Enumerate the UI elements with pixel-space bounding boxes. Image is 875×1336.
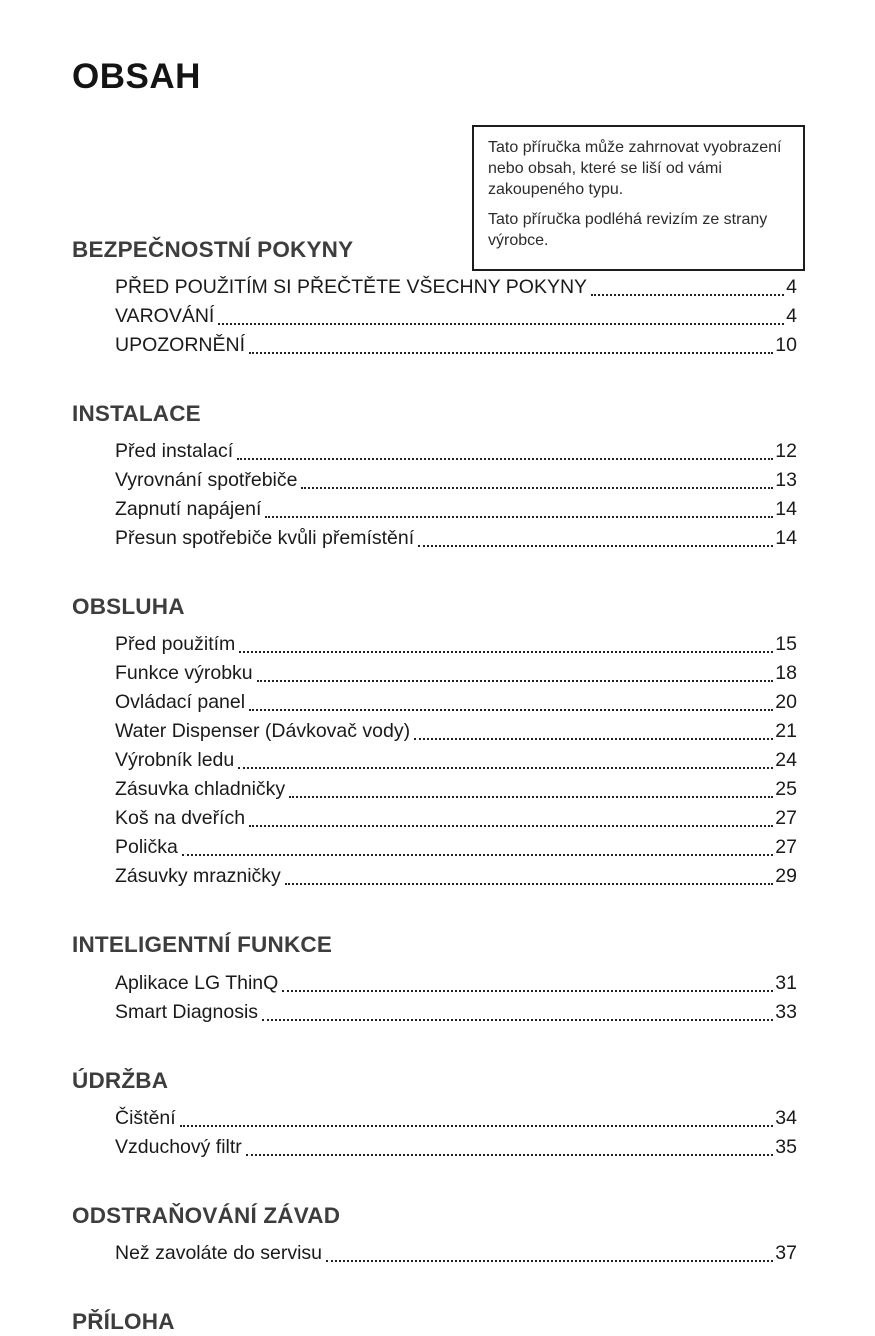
dot-leader xyxy=(257,680,774,682)
dot-leader xyxy=(180,1125,774,1127)
page-title: OBSAH xyxy=(72,57,201,96)
dot-leader xyxy=(285,883,774,885)
toc xyxy=(72,236,797,1336)
toc-entry-page: 10 xyxy=(775,334,797,357)
toc-entry[interactable] xyxy=(115,833,797,862)
toc-entry[interactable] xyxy=(115,1104,797,1133)
toc-entry[interactable] xyxy=(115,659,797,688)
dot-leader xyxy=(282,990,773,992)
toc-entry-page: 25 xyxy=(775,778,797,801)
toc-entry-page: 34 xyxy=(775,1106,797,1129)
dot-leader xyxy=(237,458,773,460)
toc-entry[interactable] xyxy=(115,302,797,331)
toc-entry[interactable] xyxy=(115,862,797,891)
toc-entry-label: UPOZORNĚNÍ xyxy=(115,334,246,357)
toc-entry[interactable] xyxy=(115,998,797,1027)
toc-entry-label: Smart Diagnosis xyxy=(115,1000,259,1023)
toc-section xyxy=(72,400,797,553)
toc-entry[interactable] xyxy=(115,804,797,833)
toc-entry-page: 33 xyxy=(775,1000,797,1023)
section-entries xyxy=(72,437,797,553)
toc-entry-label: PŘED POUŽITÍM SI PŘEČTĚTE VŠECHNY POKYNY xyxy=(115,276,588,299)
section-entries xyxy=(72,273,797,360)
toc-entry-label: Před instalací xyxy=(115,440,234,463)
toc-entry-label: Zásuvky mrazničky xyxy=(115,865,281,888)
toc-entry-page: 24 xyxy=(775,749,797,772)
dot-leader xyxy=(246,1154,773,1156)
toc-entry-label: VAROVÁNÍ xyxy=(115,305,215,328)
toc-entry[interactable] xyxy=(115,688,797,717)
toc-entry-label: Vzduchový filtr xyxy=(115,1135,242,1158)
toc-entry-label: Koš na dveřích xyxy=(115,807,246,830)
section-heading: OBSLUHA xyxy=(72,594,185,620)
dot-leader xyxy=(591,294,784,296)
toc-entry-label: Water Dispenser (Dávkovač vody) xyxy=(115,720,411,743)
toc-entry-page: 14 xyxy=(775,527,797,550)
section-heading: INTELIGENTNÍ FUNKCE xyxy=(72,932,333,958)
dot-leader xyxy=(301,487,773,489)
toc-entry-page: 31 xyxy=(775,971,797,994)
dot-leader xyxy=(326,1260,773,1262)
toc-entry[interactable] xyxy=(115,969,797,998)
toc-entry[interactable] xyxy=(115,437,797,466)
section-heading: PŘÍLOHA xyxy=(72,1308,175,1334)
toc-entry-label: Zapnutí napájení xyxy=(115,498,262,521)
dot-leader xyxy=(289,796,773,798)
dot-leader xyxy=(418,545,773,547)
toc-entry-page: 4 xyxy=(786,305,797,328)
toc-entry[interactable] xyxy=(115,775,797,804)
dot-leader xyxy=(265,516,773,518)
section-entries xyxy=(72,1239,797,1268)
toc-entry-label: Před použitím xyxy=(115,633,236,656)
dot-leader xyxy=(249,352,773,354)
toc-entry-page: 12 xyxy=(775,440,797,463)
dot-leader xyxy=(239,651,773,653)
toc-entry[interactable] xyxy=(115,630,797,659)
dot-leader xyxy=(414,738,773,740)
toc-entry[interactable] xyxy=(115,331,797,360)
toc-entry-page: 27 xyxy=(775,836,797,859)
toc-entry-label: Polička xyxy=(115,836,178,859)
dot-leader xyxy=(249,709,773,711)
toc-entry[interactable] xyxy=(115,746,797,775)
toc-entry-page: 18 xyxy=(775,662,797,685)
toc-entry-label: Zásuvka chladničky xyxy=(115,778,286,801)
toc-entry-page: 15 xyxy=(775,633,797,656)
toc-entry-label: Aplikace LG ThinQ xyxy=(115,971,279,994)
dot-leader xyxy=(218,323,784,325)
toc-section xyxy=(72,1202,797,1268)
toc-entry-page: 20 xyxy=(775,691,797,714)
note-paragraph: Tato příručka podléhá revizím ze strany výrobce. xyxy=(488,211,768,250)
toc-entry-page: 37 xyxy=(775,1241,797,1264)
note-paragraph: Tato příručka může zahrnovat vyobrazení nebo obsah, které se liší od vámi zakoupeného typu. xyxy=(488,139,782,199)
toc-entry-label: Ovládací panel xyxy=(115,691,246,714)
toc-entry-page: 14 xyxy=(775,498,797,521)
toc-entry-label: Funkce výrobku xyxy=(115,662,253,685)
toc-entry-page: 13 xyxy=(775,469,797,492)
toc-entry-page: 21 xyxy=(775,720,797,743)
toc-section xyxy=(72,1067,797,1162)
toc-entry-label: Výrobník ledu xyxy=(115,749,235,772)
toc-entry[interactable] xyxy=(115,466,797,495)
toc-entry[interactable] xyxy=(115,1239,797,1268)
dot-leader xyxy=(238,767,773,769)
toc-section xyxy=(72,1308,797,1336)
toc-entry[interactable] xyxy=(115,1133,797,1162)
toc-entry[interactable] xyxy=(115,524,797,553)
dot-leader xyxy=(249,825,773,827)
toc-entry-page: 4 xyxy=(786,276,797,299)
toc-entry-label: Než zavoláte do servisu xyxy=(115,1241,323,1264)
section-entries xyxy=(72,630,797,891)
toc-entry[interactable] xyxy=(115,717,797,746)
dot-leader xyxy=(182,854,773,856)
toc-entry[interactable] xyxy=(115,495,797,524)
toc-section xyxy=(72,931,797,1026)
section-heading: ODSTRAŇOVÁNÍ ZÁVAD xyxy=(72,1202,341,1228)
section-heading: ÚDRŽBA xyxy=(72,1067,169,1093)
manual-page xyxy=(0,56,875,1334)
toc-section xyxy=(72,593,797,891)
toc-entry-page: 35 xyxy=(775,1135,797,1158)
section-entries xyxy=(72,969,797,1027)
toc-entry-label: Vyrovnání spotřebiče xyxy=(115,469,298,492)
toc-entry[interactable] xyxy=(115,273,797,302)
toc-entry-page: 29 xyxy=(775,865,797,888)
section-entries xyxy=(72,1104,797,1162)
note-box xyxy=(472,125,805,271)
toc-entry-label: Čištění xyxy=(115,1106,176,1129)
toc-entry-label: Přesun spotřebiče kvůli přemístění xyxy=(115,527,415,550)
section-heading: BEZPEČNOSTNÍ POKYNY xyxy=(72,237,354,262)
toc-entry-page: 27 xyxy=(775,807,797,830)
section-heading: INSTALACE xyxy=(72,401,201,427)
dot-leader xyxy=(262,1019,773,1021)
